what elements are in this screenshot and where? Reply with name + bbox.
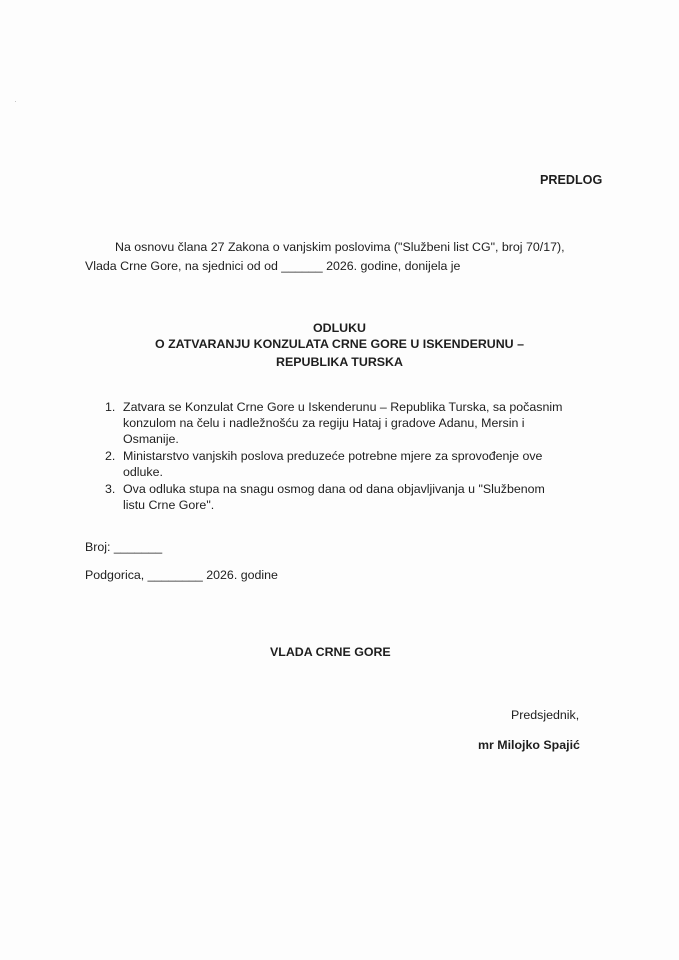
place-and-date: Podgorica, ________ 2026. godine — [85, 568, 278, 582]
item-2-number: 2. — [105, 449, 116, 463]
signatory-role: Predsjednik, — [511, 708, 580, 722]
item-2-line-1: Ministarstvo vanjskih poslova preduzeće potrebne mjere za sprovođenje ove — [123, 449, 543, 463]
item-1-line-1: Zatvara se Konzulat Crne Gore u Iskenderunu – Republika Turska, sa počasnim — [123, 400, 563, 414]
item-2-line-2: odluke. — [123, 465, 163, 479]
item-1-line-2: konzulom na čelu i nadležnošću za regiju Hataj i gradove Adanu, Mersin i — [123, 416, 525, 430]
proposal-label: PREDLOG — [540, 173, 603, 187]
item-1-line-3: Osmanije. — [123, 432, 179, 446]
government-name: VLADA CRNE GORE — [270, 645, 391, 659]
decision-title-line-2: REPUBLIKA TURSKA — [276, 355, 403, 369]
item-3-line-2: listu Crne Gore". — [123, 498, 215, 512]
preamble-line-1: Na osnovu člana 27 Zakona o vanjskim poslovima ("Službeni list CG", broj 70/17), — [115, 240, 565, 254]
item-3-number: 3. — [105, 482, 116, 496]
item-3-line-1: Ova odluka stupa na snagu osmog dana od dana objavljivanja u "Službenom — [123, 482, 545, 496]
scan-mark: · — [14, 96, 17, 106]
item-1-number: 1. — [105, 400, 116, 414]
document-number: Broj: _______ — [85, 540, 163, 554]
decision-heading: ODLUKU — [313, 321, 366, 335]
decision-title-line-1: O ZATVARANJU KONZULATA CRNE GORE U ISKENDERUNU – — [155, 337, 524, 351]
preamble-line-2: Vlada Crne Gore, na sjednici od od ______ 2026. godine, donijela je — [85, 259, 461, 273]
signatory-name: mr Milojko Spajić — [478, 738, 580, 752]
